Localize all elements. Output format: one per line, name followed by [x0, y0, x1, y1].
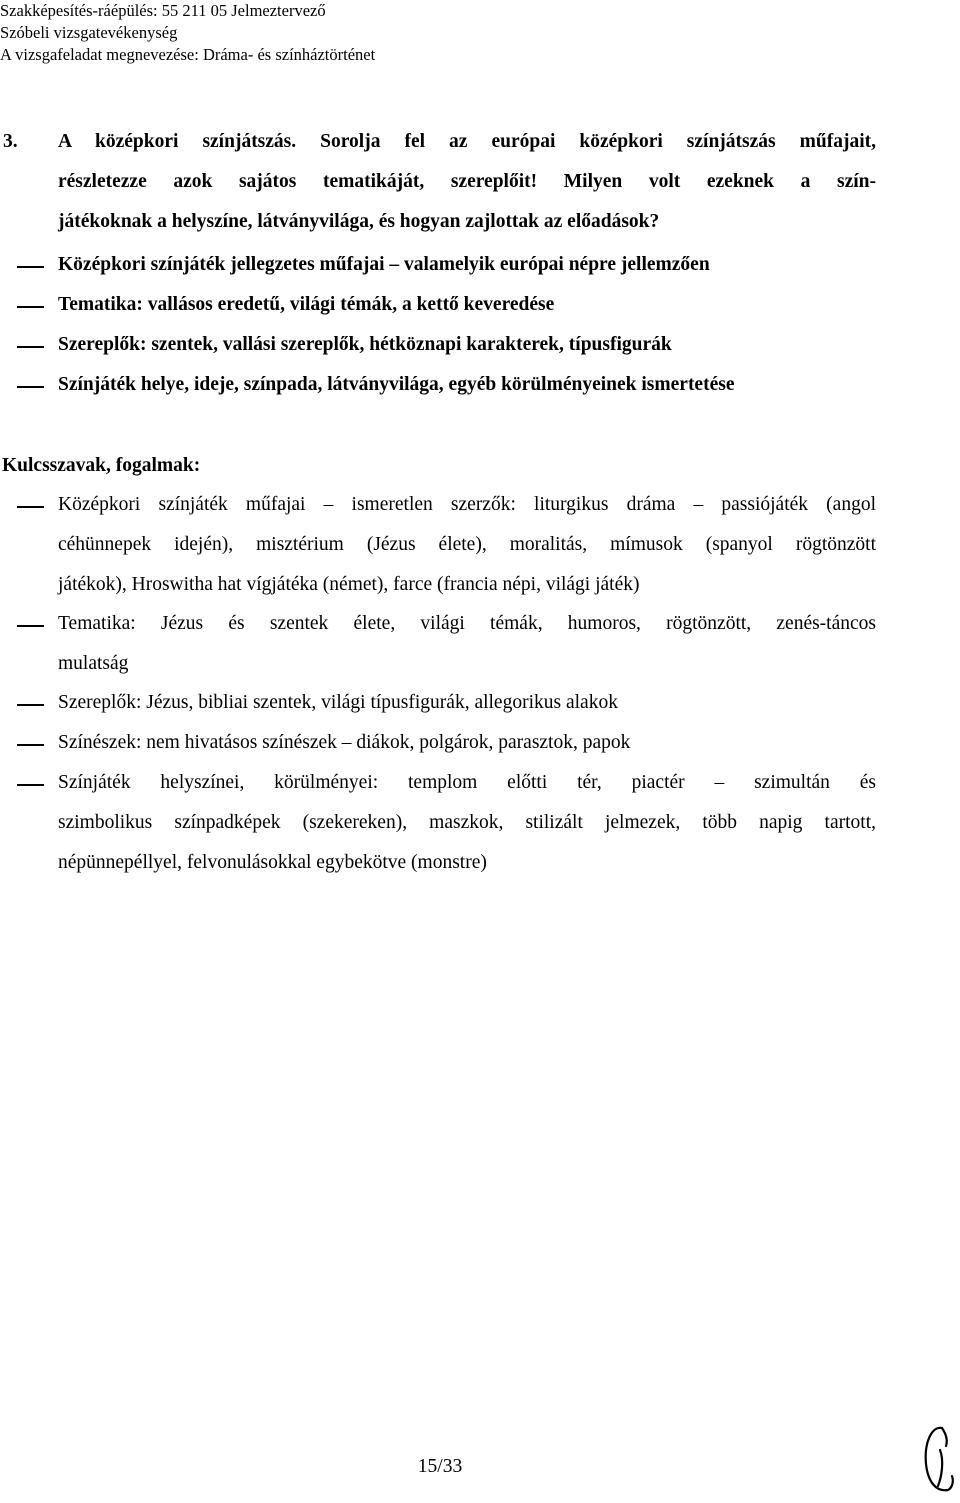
keywords-heading: Kulcsszavak, fogalmak: [2, 455, 201, 476]
keyword-item [58, 485, 876, 605]
keyword-line: Szereplők: Jézus, bibliai szentek, világi típusfigurák, allegorikus alakok [58, 692, 618, 713]
keyword-line: céhünnepek idején), misztérium (Jézus élete), moralitás, mímusok (spanyol rögtönzött [58, 534, 876, 555]
question-line: játékoknak a helyszíne, látványvilága, és hogyan zajlottak az előadások? [58, 211, 660, 232]
keyword-line: Középkori színjáték műfajai – ismeretlen szerzők: liturgikus dráma – passiójáték (angol [58, 494, 876, 515]
answer-point-text: Középkori színjáték jellegzetes műfajai – valamelyik európai népre jellemzően [58, 254, 710, 275]
keyword-item [58, 604, 876, 684]
answer-point-text: Szereplők: szentek, vallási szereplők, hétköznapi karakterek, típusfigurák [58, 334, 672, 355]
keyword-line: Színjáték helyszínei, körülményei: templom előtti tér, piactér – szimultán és [58, 772, 876, 793]
document-header [0, 0, 375, 66]
keyword-item [58, 723, 876, 763]
keyword-line: Színészek: nem hivatásos színészek – diákok, polgárok, parasztok, papok [58, 732, 631, 753]
question-line: részletezze azok sajátos tematikáját, szereplőit! Milyen volt ezeknek a szín- [58, 171, 876, 192]
answer-point [58, 285, 876, 325]
keyword-item [58, 683, 876, 723]
answer-point [58, 365, 876, 405]
answer-point-text: Színjáték helye, ideje, színpada, látványvilága, egyéb körülményeinek ismertetése [58, 374, 735, 395]
answer-point [58, 325, 876, 365]
header-qualification: Szakképesítés-ráépülés: 55 211 05 Jelmeztervező [0, 1, 326, 20]
header-exam-activity: Szóbeli vizsgatevékenység [0, 23, 178, 42]
header-task-name: A vizsgafeladat megnevezése: Dráma- és színháztörténet [0, 45, 376, 64]
keyword-line: Tematika: Jézus és szentek élete, világi témák, humoros, rögtönzött, zenés-táncos [58, 613, 876, 634]
answer-point [58, 245, 876, 285]
keyword-line: játékok), Hroswitha hat vígjátéka (német), farce (francia népi, világi játék) [58, 574, 640, 595]
signature-mark [918, 1420, 958, 1500]
page-number: 15/33 [417, 1456, 463, 1477]
keyword-line: népünnepéllyel, felvonulásokkal egybekötve (monstre) [58, 852, 487, 873]
keyword-line: mulatság [58, 653, 129, 674]
keyword-line: szimbolikus színpadképek (szekereken), maszkok, stilizált jelmezek, több napig tartott, [58, 812, 876, 833]
answer-point-text: Tematika: vallásos eredetű, világi témák, a kettő keveredése [58, 294, 555, 315]
keyword-item [58, 763, 876, 883]
question-number: 3. [3, 131, 18, 152]
question-line: A középkori színjátszás. Sorolja fel az európai középkori színjátszás műfajait, [58, 131, 876, 152]
